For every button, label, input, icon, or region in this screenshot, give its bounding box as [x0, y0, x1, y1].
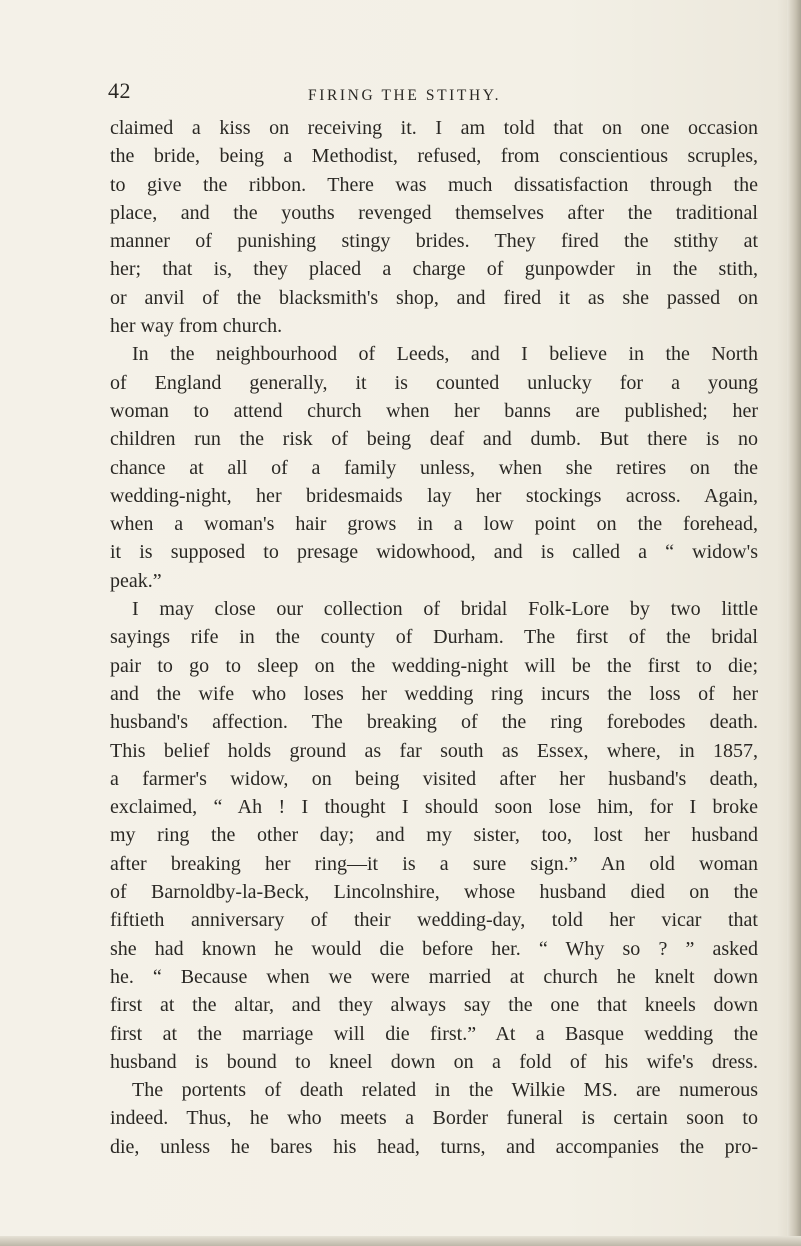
text-line: he. “ Because when we were married at church he knelt down	[110, 965, 758, 988]
text-line: first at the marriage will die first.” At a Basque wedding the	[110, 1022, 758, 1045]
text-line: husband's affection. The breaking of the ring forebodes death.	[110, 711, 758, 734]
text-line: her; that is, they placed a charge of gunpowder in the stith,	[110, 258, 758, 281]
text-line: indeed. Thus, he who meets a Border funeral is certain soon to	[110, 1107, 758, 1130]
running-head: FIRING THE STITHY.	[308, 87, 502, 104]
paragraph-start-line: I may close our collection of bridal Folk-Lore by two little	[132, 598, 758, 621]
body-text	[110, 114, 758, 1161]
text-line: sayings rife in the county of Durham. The first of the bridal	[110, 626, 758, 649]
paragraph-start-line: In the neighbourhood of Leeds, and I believe in the North	[132, 343, 758, 366]
text-line: pair to go to sleep on the wedding-night will be the first to die;	[110, 654, 758, 677]
text-line: after breaking her ring—it is a sure sign.” An old woman	[110, 852, 758, 875]
text-line: a farmer's widow, on being visited after her husband's death,	[110, 767, 758, 790]
text-line: exclaimed, “ Ah ! I thought I should soon lose him, for I broke	[110, 796, 758, 819]
text-line: and the wife who loses her wedding ring incurs the loss of her	[110, 682, 758, 705]
text-line: my ring the other day; and my sister, too, lost her husband	[110, 824, 758, 847]
text-line: children run the risk of being deaf and dumb. But there is no	[110, 428, 758, 451]
text-line: woman to attend church when her banns are published; her	[110, 399, 758, 422]
text-line: husband is bound to kneel down on a fold of his wife's dress.	[110, 1050, 758, 1073]
text-line: fiftieth anniversary of their wedding-day, told her vicar that	[110, 909, 758, 932]
text-line: claimed a kiss on receiving it. I am told that on one occasion	[110, 117, 758, 139]
text-line: of England generally, it is counted unlucky for a young	[110, 371, 758, 394]
text-line: of Barnoldby-la-Beck, Lincolnshire, whose husband died on the	[110, 881, 758, 904]
text-line: place, and the youths revenged themselves after the traditional	[110, 201, 758, 224]
text-line: chance at all of a family unless, when she retires on the	[110, 456, 758, 479]
text-line: wedding-night, her bridesmaids lay her stockings across. Again,	[110, 484, 758, 507]
text-line: it is supposed to presage widowhood, and is called a “ widow's	[110, 541, 758, 564]
text-line: when a woman's hair grows in a low point on the forehead,	[110, 513, 758, 536]
text-line: manner of punishing stingy brides. They fired the stithy at	[110, 230, 758, 253]
paragraph-start-line: The portents of death related in the Wilkie MS. are numerous	[132, 1079, 758, 1102]
text-line: her way from church.	[110, 315, 283, 338]
text-line: This belief holds ground as far south as Essex, where, in 1857,	[110, 739, 758, 762]
page-edge-shadow	[787, 0, 801, 1246]
page-bottom-edge	[0, 1236, 801, 1246]
page-number: 42	[108, 78, 131, 103]
text-line: to give the ribbon. There was much dissatisfaction through the	[110, 173, 758, 196]
text-line: first at the altar, and they always say the one that kneels down	[110, 994, 758, 1017]
text-line: she had known he would die before her. “ Why so ? ” asked	[110, 937, 758, 960]
text-line: die, unless he bares his head, turns, and accompanies the pro-	[110, 1135, 758, 1158]
text-line: peak.”	[110, 569, 162, 592]
text-line: the bride, being a Methodist, refused, from conscientious scruples,	[110, 145, 758, 168]
text-line: or anvil of the blacksmith's shop, and fired it as she passed on	[110, 286, 758, 309]
